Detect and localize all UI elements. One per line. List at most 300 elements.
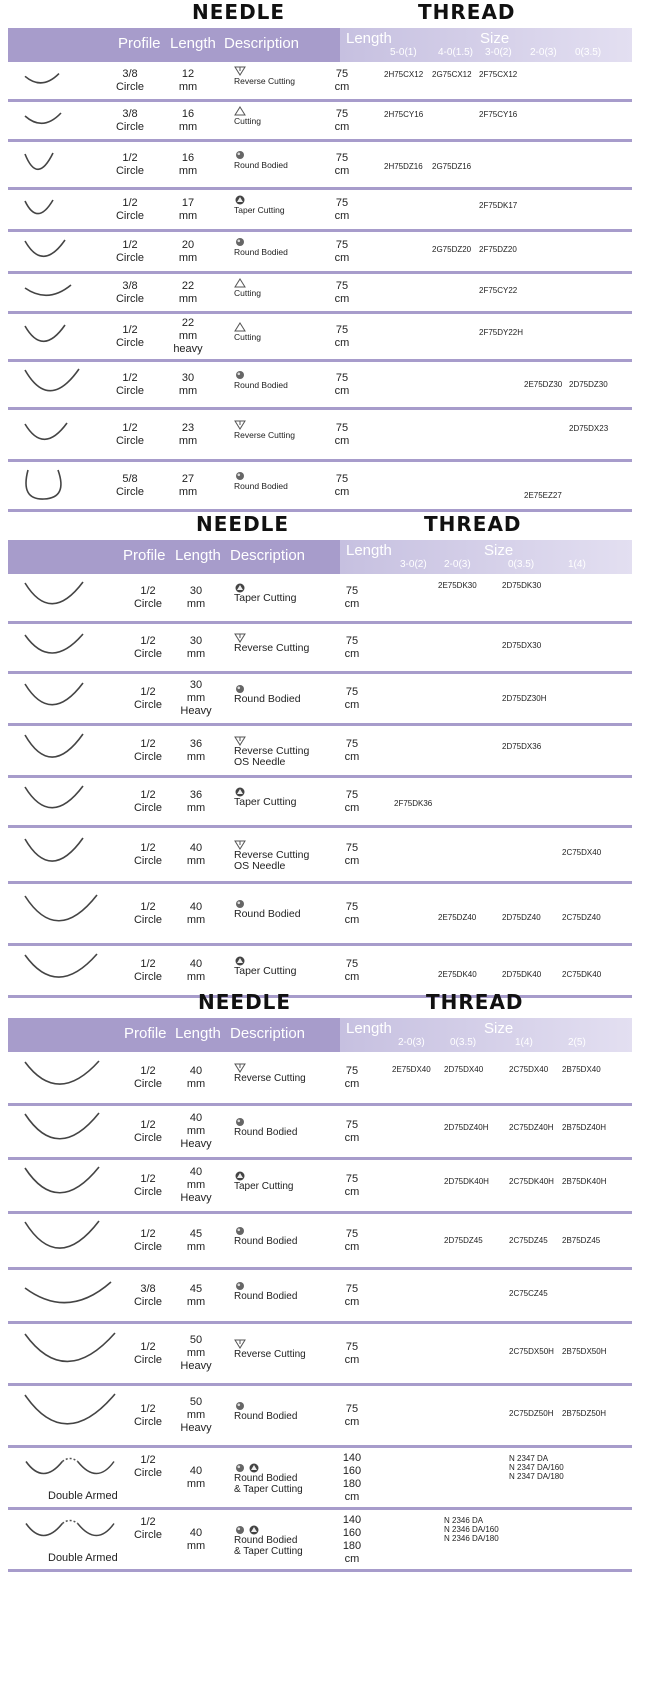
needle-description — [234, 684, 301, 705]
needle-profile: 1/2 Circle — [133, 1172, 163, 1198]
needle-profile: 1/2 Circle — [133, 685, 163, 711]
product-code: 2D75DX36 — [502, 741, 542, 751]
description-text: Cutting — [234, 287, 261, 298]
thread-title: THREAD — [418, 0, 516, 24]
description-text: Cutting — [234, 115, 261, 126]
needle-length: 40 mm Heavy — [180, 1166, 212, 1204]
header-length: Length — [175, 1025, 221, 1042]
description-text: Round Bodied — [234, 907, 301, 920]
header-profile: Profile — [123, 547, 166, 564]
table-row — [8, 1052, 632, 1106]
header-thread-length: Length — [346, 1020, 392, 1037]
needle-profile: 1/2 Circle — [115, 421, 145, 447]
product-code: 2B75DX40 — [562, 1064, 601, 1074]
needle-profile-icon — [22, 1274, 114, 1314]
needle-profile: 1/2 Circle — [115, 238, 145, 264]
needle-description — [234, 633, 309, 654]
needle-profile-icon — [22, 680, 86, 714]
table-row — [8, 726, 632, 778]
round-bodied-icon — [234, 1281, 246, 1291]
description-text: Reverse Cutting — [234, 641, 310, 654]
table-row — [8, 674, 632, 726]
product-code: 2C75DZ50H — [509, 1408, 554, 1418]
size-column-label: 0(3.5) — [508, 559, 535, 570]
needle-profile-icon — [22, 237, 68, 263]
header-description: Description — [230, 1025, 306, 1042]
thread-length: 140 160 180 cm — [342, 1451, 362, 1503]
description-text: Round Bodied — [234, 246, 288, 257]
reverse-cutting-icon — [234, 66, 246, 76]
description-text: Reverse Cutting — [234, 429, 295, 440]
thread-length: 75 cm — [344, 685, 360, 711]
product-code: 2C75DZ40H — [509, 1122, 554, 1132]
product-code: 2E75DZ40 — [438, 912, 477, 922]
needle-description — [234, 195, 285, 216]
needle-profile: 1/2 Circle — [133, 1516, 163, 1541]
header-thread — [340, 1018, 632, 1052]
size-column-label: 1(4) — [515, 1037, 533, 1048]
thread-length: 75 cm — [344, 737, 360, 763]
needle-profile-icon — [22, 731, 86, 767]
needle-description — [234, 1117, 297, 1138]
reverse-cutting-icon — [234, 1339, 246, 1349]
table-row — [8, 142, 632, 190]
needle-profile-icon — [22, 281, 74, 301]
product-code: 2E75DK40 — [438, 969, 477, 979]
table-row — [8, 62, 632, 102]
needle-description — [234, 278, 261, 299]
product-code: 2B75DZ40H — [562, 1122, 607, 1132]
needle-description — [234, 237, 288, 258]
needle-description — [234, 1226, 297, 1247]
product-code: 2C75DK40H — [509, 1176, 554, 1186]
needle-length: 30 mm — [186, 584, 206, 610]
thread-length: 75 cm — [344, 788, 360, 814]
needle-length: 30 mm Heavy — [180, 679, 212, 717]
double-armed-needle-icon — [22, 1516, 118, 1546]
header-size: Size — [480, 30, 510, 47]
header-needle — [8, 540, 340, 574]
taper-cutting-icon — [234, 1171, 246, 1181]
description-text: Taper Cutting — [234, 964, 297, 977]
needle-description — [234, 787, 296, 808]
header-length: Length — [170, 35, 216, 52]
needle-profile-icon — [22, 892, 100, 932]
needle-profile: 3/8 Circle — [133, 1282, 163, 1308]
thread-length: 75 cm — [344, 584, 360, 610]
taper-cutting-icon — [248, 1525, 260, 1535]
needle-length: 30 mm — [178, 371, 198, 397]
product-code: 2C75DZ40 — [562, 912, 601, 922]
needle-title: NEEDLE — [196, 512, 290, 536]
product-code: 2C75DK40 — [562, 969, 602, 979]
needle-description — [234, 1401, 297, 1422]
table-row — [8, 362, 632, 410]
needle-length: 16 mm — [178, 107, 198, 133]
needle-profile-icon — [22, 70, 62, 88]
taper-cutting-icon — [248, 1463, 260, 1473]
table-row — [8, 1510, 632, 1572]
product-code: 2C75DX40 — [562, 847, 602, 857]
needle-profile-icon — [22, 366, 82, 400]
round-bodied-icon — [234, 1401, 246, 1411]
needle-description — [234, 471, 288, 492]
needle-profile: 3/8 Circle — [115, 107, 145, 133]
needle-profile-icon — [22, 1218, 102, 1260]
needle-profile-icon — [22, 579, 86, 613]
needle-length: 12 mm — [178, 67, 198, 93]
round-bodied-icon — [234, 237, 246, 247]
needle-description — [234, 150, 288, 171]
product-code: 2E75EZ27 — [524, 490, 562, 500]
product-code: 2B75DX50H — [562, 1346, 607, 1356]
description-text: Round Bodied — [234, 1290, 298, 1302]
needle-profile: 3/8 Circle — [115, 279, 145, 305]
icon-group — [234, 1463, 303, 1473]
description-text: Reverse Cutting — [234, 75, 295, 86]
needle-description — [234, 840, 309, 872]
description-text: Round Bodied — [234, 692, 301, 705]
round-bodied-icon — [234, 1226, 246, 1236]
header-description: Description — [230, 547, 306, 564]
icon-group — [234, 1525, 303, 1535]
round-bodied-icon — [234, 471, 246, 481]
table-header — [8, 1018, 632, 1052]
needle-length: 22 mm heavy — [173, 317, 203, 355]
thread-length: 75 cm — [334, 196, 350, 222]
product-code: 2D75DX23 — [569, 423, 609, 433]
thread-length: 75 cm — [334, 421, 350, 447]
thread-length: 75 cm — [334, 371, 350, 397]
description-text: Reverse Cutting — [234, 1072, 306, 1084]
description-text: Round Bodied — [234, 379, 288, 390]
thread-title: THREAD — [426, 990, 524, 1014]
table-row — [8, 1324, 632, 1386]
needle-profile: 1/2 Circle — [133, 1227, 163, 1253]
needle-profile-icon — [22, 322, 68, 348]
reverse-cutting-icon — [234, 1063, 246, 1073]
needle-length: 40 mm Heavy — [180, 1112, 212, 1150]
needle-length: 40 mm — [186, 957, 206, 983]
table-header — [8, 540, 632, 574]
product-code: 2C75CZ45 — [509, 1288, 548, 1298]
size-column-label: 2-0(3) — [530, 47, 557, 58]
needle-profile: 1/2 Circle — [133, 1064, 163, 1090]
header-thread — [340, 540, 632, 574]
table-row — [8, 828, 632, 884]
product-code: 2D75DZ40 — [502, 912, 541, 922]
header-needle — [8, 28, 340, 62]
needle-length: 17 mm — [178, 196, 198, 222]
table-row — [8, 232, 632, 274]
table-row — [8, 190, 632, 232]
header-length: Length — [175, 547, 221, 564]
product-code: 2E75DZ30 — [524, 379, 563, 389]
thread-length: 75 cm — [344, 1118, 360, 1144]
table-row — [8, 946, 632, 998]
header-size: Size — [484, 1020, 514, 1037]
thread-length: 75 cm — [334, 472, 350, 498]
header-needle — [8, 1018, 340, 1052]
needle-profile: 1/2 Circle — [133, 957, 163, 983]
thread-length: 75 cm — [334, 238, 350, 264]
needle-profile-icon — [22, 197, 56, 219]
product-code: 2F75CY22 — [479, 285, 518, 295]
needle-profile: 1/2 Circle — [133, 1118, 163, 1144]
thread-length: 140 160 180 cm — [342, 1513, 362, 1565]
needle-profile: 1/2 Circle — [115, 196, 145, 222]
needle-length: 40 mm — [186, 841, 206, 867]
needle-profile-icon — [22, 1164, 102, 1204]
size-column-label: 2-0(3) — [444, 559, 471, 570]
thread-length: 75 cm — [334, 279, 350, 305]
needle-description — [234, 736, 309, 768]
needle-profile-icon — [22, 466, 66, 502]
thread-length: 75 cm — [344, 841, 360, 867]
header-size: Size — [484, 542, 514, 559]
table-row — [8, 624, 632, 674]
product-code: N 2347 DA N 2347 DA/160 N 2347 DA/180 — [509, 1454, 564, 1481]
size-column-label: 0(3.5) — [450, 1037, 477, 1048]
thread-length: 75 cm — [334, 67, 350, 93]
needle-length: 50 mm Heavy — [180, 1334, 212, 1372]
header-thread — [340, 28, 632, 62]
needle-description — [234, 1063, 306, 1084]
double-armed-label: Double Armed — [48, 1552, 118, 1564]
needle-length: 16 mm — [178, 151, 198, 177]
needle-length: 40 mm — [186, 1064, 206, 1090]
needle-length: 23 mm — [178, 421, 198, 447]
thread-length: 75 cm — [344, 1282, 360, 1308]
thread-length: 75 cm — [344, 1227, 360, 1253]
thread-title: THREAD — [424, 512, 522, 536]
needle-length: 36 mm — [186, 737, 206, 763]
needle-description — [234, 1463, 303, 1495]
needle-description — [234, 322, 261, 343]
table-row — [8, 1386, 632, 1448]
needle-description — [234, 66, 295, 87]
needle-description — [234, 1339, 306, 1360]
needle-description — [234, 583, 296, 604]
header-profile: Profile — [124, 1025, 167, 1042]
needle-description — [234, 1525, 303, 1557]
needle-description — [234, 1171, 293, 1192]
needle-profile: 1/2 Circle — [133, 634, 163, 660]
needle-length: 40 mm — [186, 1526, 206, 1552]
size-column-label: 0(3.5) — [575, 47, 602, 58]
round-bodied-icon — [234, 150, 246, 160]
description-text: Reverse Cutting OS Needle — [234, 848, 310, 872]
table-header — [8, 28, 632, 62]
description-text: Cutting — [234, 331, 261, 342]
product-code: 2D75DK40 — [502, 969, 542, 979]
product-code: 2D75DZ45 — [444, 1235, 483, 1245]
header-description: Description — [224, 35, 300, 52]
thread-length: 75 cm — [344, 634, 360, 660]
description-text: Reverse Cutting OS Needle — [234, 744, 310, 768]
product-code: 2F75DY22H — [479, 327, 524, 337]
size-column-label: 1(4) — [568, 559, 586, 570]
needle-profile: 1/2 Circle — [133, 841, 163, 867]
table-row — [8, 1160, 632, 1214]
product-code: 2F75DK36 — [394, 798, 433, 808]
table-row — [8, 274, 632, 314]
round-bodied-icon — [234, 1525, 246, 1535]
needle-profile: 1/2 Circle — [133, 1454, 163, 1479]
needle-description — [234, 370, 288, 391]
round-bodied-icon — [234, 1117, 246, 1127]
product-code: 2C75DX50H — [509, 1346, 554, 1356]
product-code: 2B75DK40H — [562, 1176, 607, 1186]
needle-profile-icon — [22, 109, 64, 129]
size-column-label: 5-0(1) — [390, 47, 417, 58]
needle-description — [234, 420, 295, 441]
needle-title: NEEDLE — [192, 0, 286, 24]
product-code: 2D75DK40H — [444, 1176, 489, 1186]
thread-length: 75 cm — [334, 151, 350, 177]
description-text: Round Bodied — [234, 480, 288, 491]
needle-profile-icon — [22, 835, 86, 871]
table-row — [8, 102, 632, 142]
description-text: Round Bodied — [234, 1410, 298, 1422]
round-bodied-icon — [234, 370, 246, 380]
needle-profile: 1/2 Circle — [133, 1340, 163, 1366]
product-code: 2D75DX30 — [502, 640, 542, 650]
product-code: 2G75CX12 — [432, 69, 472, 79]
needle-length: 40 mm — [186, 900, 206, 926]
product-code: 2G75DZ16 — [432, 161, 472, 171]
description-text: Round Bodied & Taper Cutting — [234, 1534, 303, 1557]
header-thread-length: Length — [346, 542, 392, 559]
table-row — [8, 462, 632, 512]
product-code: 2F75CX12 — [479, 69, 518, 79]
product-code: 2E75DK30 — [438, 580, 477, 590]
description-text: Round Bodied — [234, 1126, 298, 1138]
product-code: 2E75DX40 — [392, 1064, 431, 1074]
needle-profile-icon — [22, 1110, 102, 1150]
product-code: 2D75DZ30 — [569, 379, 608, 389]
header-profile: Profile — [118, 35, 161, 52]
needle-length: 50 mm Heavy — [180, 1396, 212, 1434]
product-code: 2B75DZ45 — [562, 1235, 601, 1245]
table-row — [8, 574, 632, 624]
needle-profile-icon — [22, 1058, 102, 1094]
thread-length: 75 cm — [344, 1172, 360, 1198]
needle-profile: 1/2 Circle — [133, 1402, 163, 1428]
product-code: 2F75CY16 — [479, 109, 518, 119]
needle-profile-icon — [22, 1330, 118, 1374]
needle-profile: 1/2 Circle — [133, 788, 163, 814]
product-code: 2H75CY16 — [384, 109, 424, 119]
size-column-label: 3-0(2) — [485, 47, 512, 58]
thread-length: 75 cm — [344, 1402, 360, 1428]
header-thread-length: Length — [346, 30, 392, 47]
needle-profile-icon — [22, 783, 86, 817]
product-code: 2C75DZ45 — [509, 1235, 548, 1245]
needle-length: 40 mm — [186, 1464, 206, 1490]
size-column-label: 3-0(2) — [400, 559, 427, 570]
table-row — [8, 1270, 632, 1324]
reverse-cutting-icon — [234, 420, 246, 430]
needle-profile: 1/2 Circle — [133, 900, 163, 926]
thread-length: 75 cm — [344, 1340, 360, 1366]
needle-profile: 1/2 Circle — [133, 584, 163, 610]
size-column-label: 2(5) — [568, 1037, 586, 1048]
needle-length: 22 mm — [178, 279, 198, 305]
product-code: 2D75DZ30H — [502, 693, 547, 703]
double-armed-label: Double Armed — [48, 1490, 118, 1502]
needle-profile: 1/2 Circle — [115, 323, 145, 349]
round-bodied-icon — [234, 1463, 246, 1473]
needle-description — [234, 106, 261, 127]
description-text: Taper Cutting — [234, 204, 285, 215]
thread-length: 75 cm — [344, 957, 360, 983]
needle-length: 45 mm — [186, 1227, 206, 1253]
product-code: 2B75DZ50H — [562, 1408, 607, 1418]
needle-length: 45 mm — [186, 1282, 206, 1308]
product-code: 2F75DZ20 — [479, 244, 517, 254]
thread-length: 75 cm — [344, 1064, 360, 1090]
taper-cutting-icon — [234, 195, 246, 205]
table-row — [8, 1448, 632, 1510]
description-text: Taper Cutting — [234, 591, 297, 604]
table-row — [8, 884, 632, 946]
needle-description — [234, 1281, 297, 1302]
needle-profile: 1/2 Circle — [115, 151, 145, 177]
needle-profile-icon — [22, 1391, 118, 1437]
table-row — [8, 410, 632, 462]
description-text: Taper Cutting — [234, 1180, 294, 1192]
product-code: 2D75DK30 — [502, 580, 542, 590]
needle-description — [234, 956, 296, 977]
cutting-icon — [234, 322, 246, 332]
product-code: 2D75DZ40H — [444, 1122, 489, 1132]
needle-length: 27 mm — [178, 472, 198, 498]
needle-length: 36 mm — [186, 788, 206, 814]
thread-length: 75 cm — [334, 107, 350, 133]
product-code: 2H75CX12 — [384, 69, 424, 79]
product-code: 2H75DZ16 — [384, 161, 423, 171]
needle-profile-icon — [22, 150, 56, 176]
table-row — [8, 1214, 632, 1270]
cutting-icon — [234, 278, 246, 288]
needle-length: 20 mm — [178, 238, 198, 264]
needle-profile-icon — [22, 420, 70, 446]
needle-profile-icon — [22, 951, 100, 987]
needle-profile: 5/8 Circle — [115, 472, 145, 498]
needle-profile: 1/2 Circle — [115, 371, 145, 397]
product-code: 2F75DK17 — [479, 200, 518, 210]
table-row — [8, 1106, 632, 1160]
table-row — [8, 778, 632, 828]
product-code: N 2346 DA N 2346 DA/160 N 2346 DA/180 — [444, 1516, 499, 1543]
needle-profile: 3/8 Circle — [115, 67, 145, 93]
thread-length: 75 cm — [334, 323, 350, 349]
cutting-icon — [234, 106, 246, 116]
needle-profile: 1/2 Circle — [133, 737, 163, 763]
needle-profile-icon — [22, 631, 86, 661]
thread-length: 75 cm — [344, 900, 360, 926]
size-column-label: 4-0(1.5) — [438, 47, 474, 58]
description-text: Taper Cutting — [234, 795, 297, 808]
needle-description — [234, 899, 301, 920]
description-text: Reverse Cutting — [234, 1348, 306, 1360]
product-code: 2D75DX40 — [444, 1064, 484, 1074]
description-text: Round Bodied — [234, 159, 288, 170]
needle-length: 30 mm — [186, 634, 206, 660]
description-text: Round Bodied & Taper Cutting — [234, 1472, 303, 1495]
product-code: 2C75DX40 — [509, 1064, 549, 1074]
